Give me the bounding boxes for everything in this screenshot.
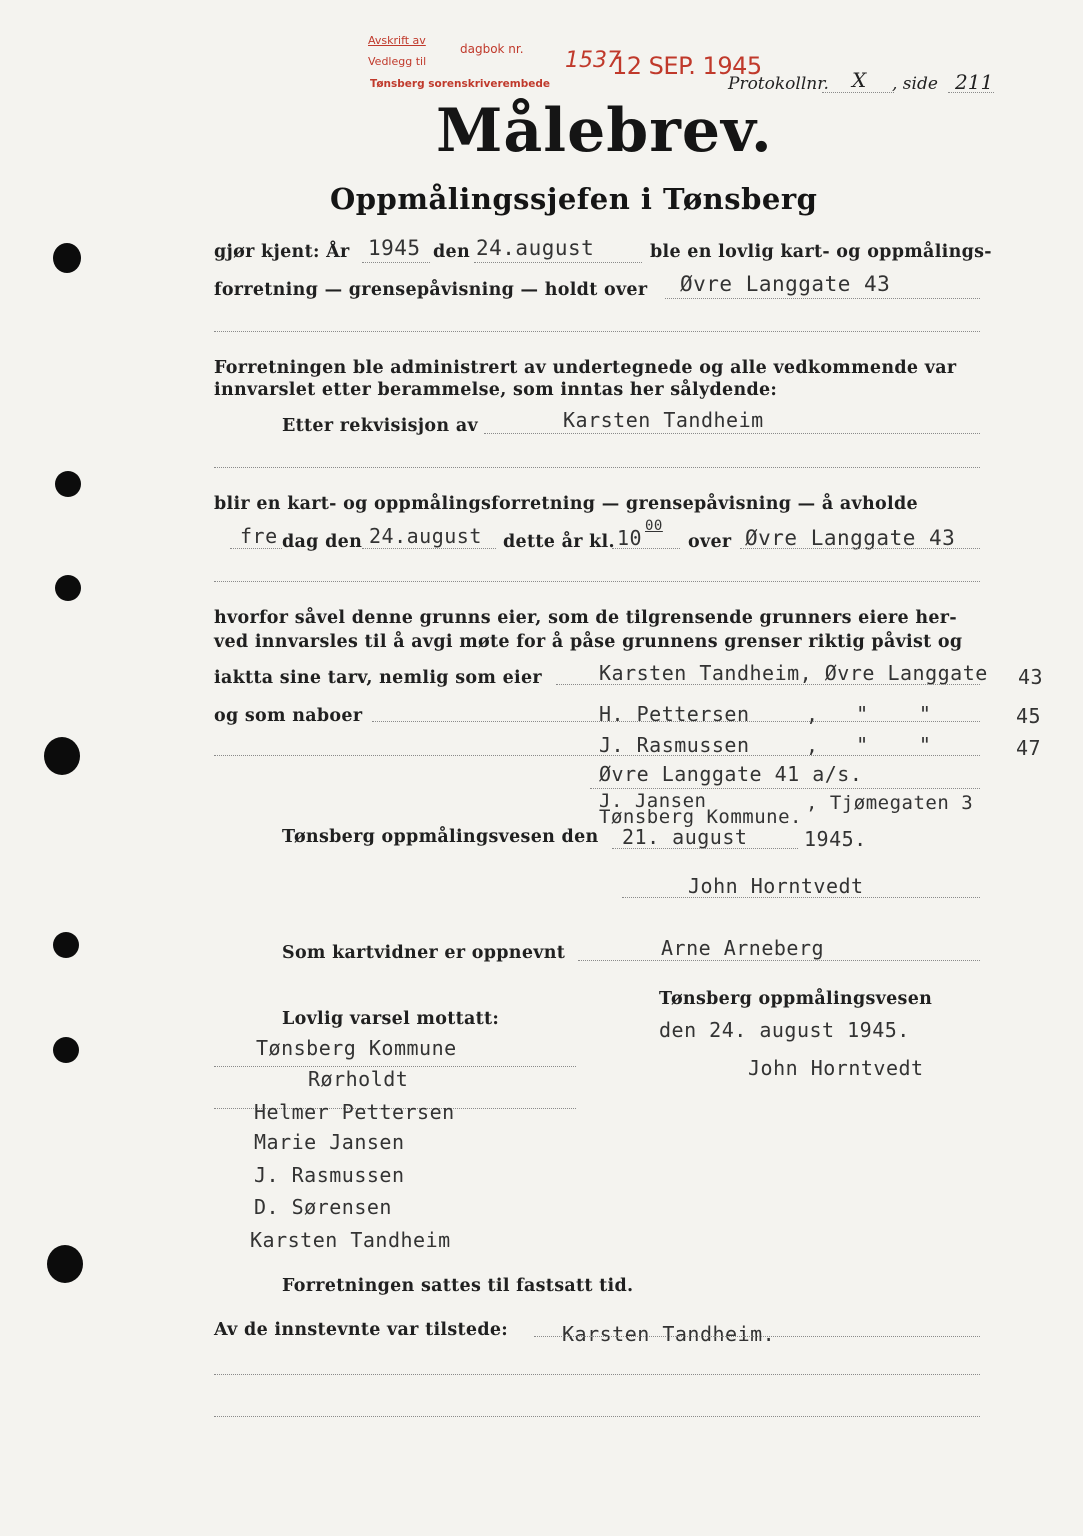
hold-text: blir en kart- og oppmålingsforretning — grensepåvisning — å avholde bbox=[214, 494, 918, 514]
stamp-date: 12 SEP. 1945 bbox=[612, 52, 762, 80]
stamp-number: 1537 bbox=[565, 48, 621, 73]
neighbour-5: Tønsberg Kommune. bbox=[599, 806, 802, 828]
stamp-embede: Tønsberg sorenskriverembede bbox=[370, 78, 551, 90]
closing-text: Forretningen sattes til fastsatt tid. bbox=[282, 1276, 634, 1296]
office-signer: John Horntvedt bbox=[748, 1056, 924, 1080]
received-name: J. Rasmussen bbox=[254, 1163, 405, 1187]
page-subtitle: Oppmålingssjefen i Tønsberg bbox=[330, 182, 818, 216]
office-name: Tønsberg oppmålingsvesen bbox=[659, 989, 933, 1009]
stamp-dagbok: dagbok nr. bbox=[460, 42, 524, 56]
neighbour-2: J. Rasmussen bbox=[599, 733, 750, 757]
neighbour-4: J. Jansen bbox=[599, 790, 707, 812]
present-label: Av de innstevnte var tilstede: bbox=[214, 1320, 509, 1340]
witness-value: Arne Arneberg bbox=[661, 936, 825, 960]
notice-text: iaktta sine tarv, nemlig som eier bbox=[214, 668, 542, 688]
neighbours-label: og som naboer bbox=[214, 706, 363, 726]
neighbour-4-address: , Tjømegaten 3 bbox=[806, 792, 974, 814]
page-title: Målebrev. bbox=[436, 96, 773, 166]
hold-time-minute: 00 bbox=[645, 518, 663, 534]
signed-office-date-label: Tønsberg oppmålingsvesen den bbox=[282, 827, 599, 847]
admin-text: innvarslet etter berammelse, som inntas her sålydende: bbox=[214, 380, 778, 400]
received-name: Tønsberg Kommune bbox=[256, 1036, 457, 1060]
admin-text: Forretningen ble administrert av undertegnede og alle vedkommende var bbox=[214, 358, 957, 378]
hold-time-hour: 10 bbox=[617, 526, 643, 550]
intro-date: 24.august bbox=[476, 236, 595, 260]
punch-hole bbox=[55, 471, 81, 497]
office-date: den 24. august 1945. bbox=[659, 1018, 910, 1042]
neighbour-2-ditto: , " " bbox=[806, 733, 932, 757]
protocol-label: Protokollnr. bbox=[728, 74, 829, 94]
hold-text: dette år kl. bbox=[503, 532, 615, 552]
neighbour-2-number: 47 bbox=[1016, 736, 1042, 760]
protocol-side-number: 211 bbox=[955, 70, 994, 94]
requisition-label: Etter rekvisisjon av bbox=[282, 416, 478, 436]
intro-place: Øvre Langgate 43 bbox=[680, 272, 891, 296]
notice-text: ved innvarsles til å avgi møte for å påse grunnens grenser riktig påvist og bbox=[214, 632, 963, 652]
neighbour-1: H. Pettersen bbox=[599, 702, 750, 726]
notice-text: hvorfor såvel denne grunns eier, som de tilgrensende grunners eiere her- bbox=[214, 608, 957, 628]
received-name: Marie Jansen bbox=[254, 1130, 405, 1154]
hold-text: over bbox=[688, 532, 732, 552]
punch-hole bbox=[44, 737, 80, 775]
protocol-side-label: , side bbox=[892, 74, 938, 94]
hold-date: 24.august bbox=[369, 524, 482, 548]
received-name: Karsten Tandheim bbox=[250, 1228, 451, 1252]
protocol-number: X bbox=[852, 68, 867, 92]
signed-name: John Horntvedt bbox=[688, 874, 864, 898]
punch-hole bbox=[55, 575, 81, 601]
received-label: Lovlig varsel mottatt: bbox=[282, 1009, 500, 1029]
received-name: Helmer Pettersen bbox=[254, 1100, 455, 1124]
received-name: Rørholdt bbox=[308, 1067, 409, 1091]
owner-value: Karsten Tandheim, Øvre Langgate bbox=[599, 661, 988, 685]
intro-text: ble en lovlig kart- og oppmålings- bbox=[650, 242, 992, 262]
neighbour-3: Øvre Langgate 41 a/s. bbox=[599, 762, 863, 786]
hold-place: Øvre Langgate 43 bbox=[745, 526, 956, 550]
stamp-avskrift: Avskrift av bbox=[368, 34, 426, 47]
stamp-vedlegg: Vedlegg til bbox=[368, 55, 427, 68]
hold-weekday: fre bbox=[240, 524, 278, 548]
neighbour-1-ditto: , " " bbox=[806, 702, 932, 726]
punch-hole bbox=[53, 932, 79, 958]
neighbour-1-number: 45 bbox=[1016, 704, 1042, 728]
present-value: Karsten Tandheim. bbox=[562, 1322, 776, 1346]
intro-text: den bbox=[433, 242, 470, 262]
intro-text: forretning — grensepåvisning — holdt over bbox=[214, 280, 648, 300]
punch-hole bbox=[53, 243, 81, 273]
hold-text: dag den bbox=[282, 532, 363, 552]
received-name: D. Sørensen bbox=[254, 1195, 392, 1219]
witness-label: Som kartvidner er oppnevnt bbox=[282, 943, 566, 963]
signed-date: 21. august bbox=[622, 825, 748, 849]
owner-number: 43 bbox=[1018, 665, 1044, 689]
intro-text: gjør kjent: År bbox=[214, 242, 350, 262]
signed-year: 1945. bbox=[804, 827, 867, 851]
punch-hole bbox=[47, 1245, 83, 1283]
intro-year: 1945 bbox=[368, 236, 421, 260]
punch-hole bbox=[53, 1037, 79, 1063]
requisition-value: Karsten Tandheim bbox=[563, 408, 764, 432]
